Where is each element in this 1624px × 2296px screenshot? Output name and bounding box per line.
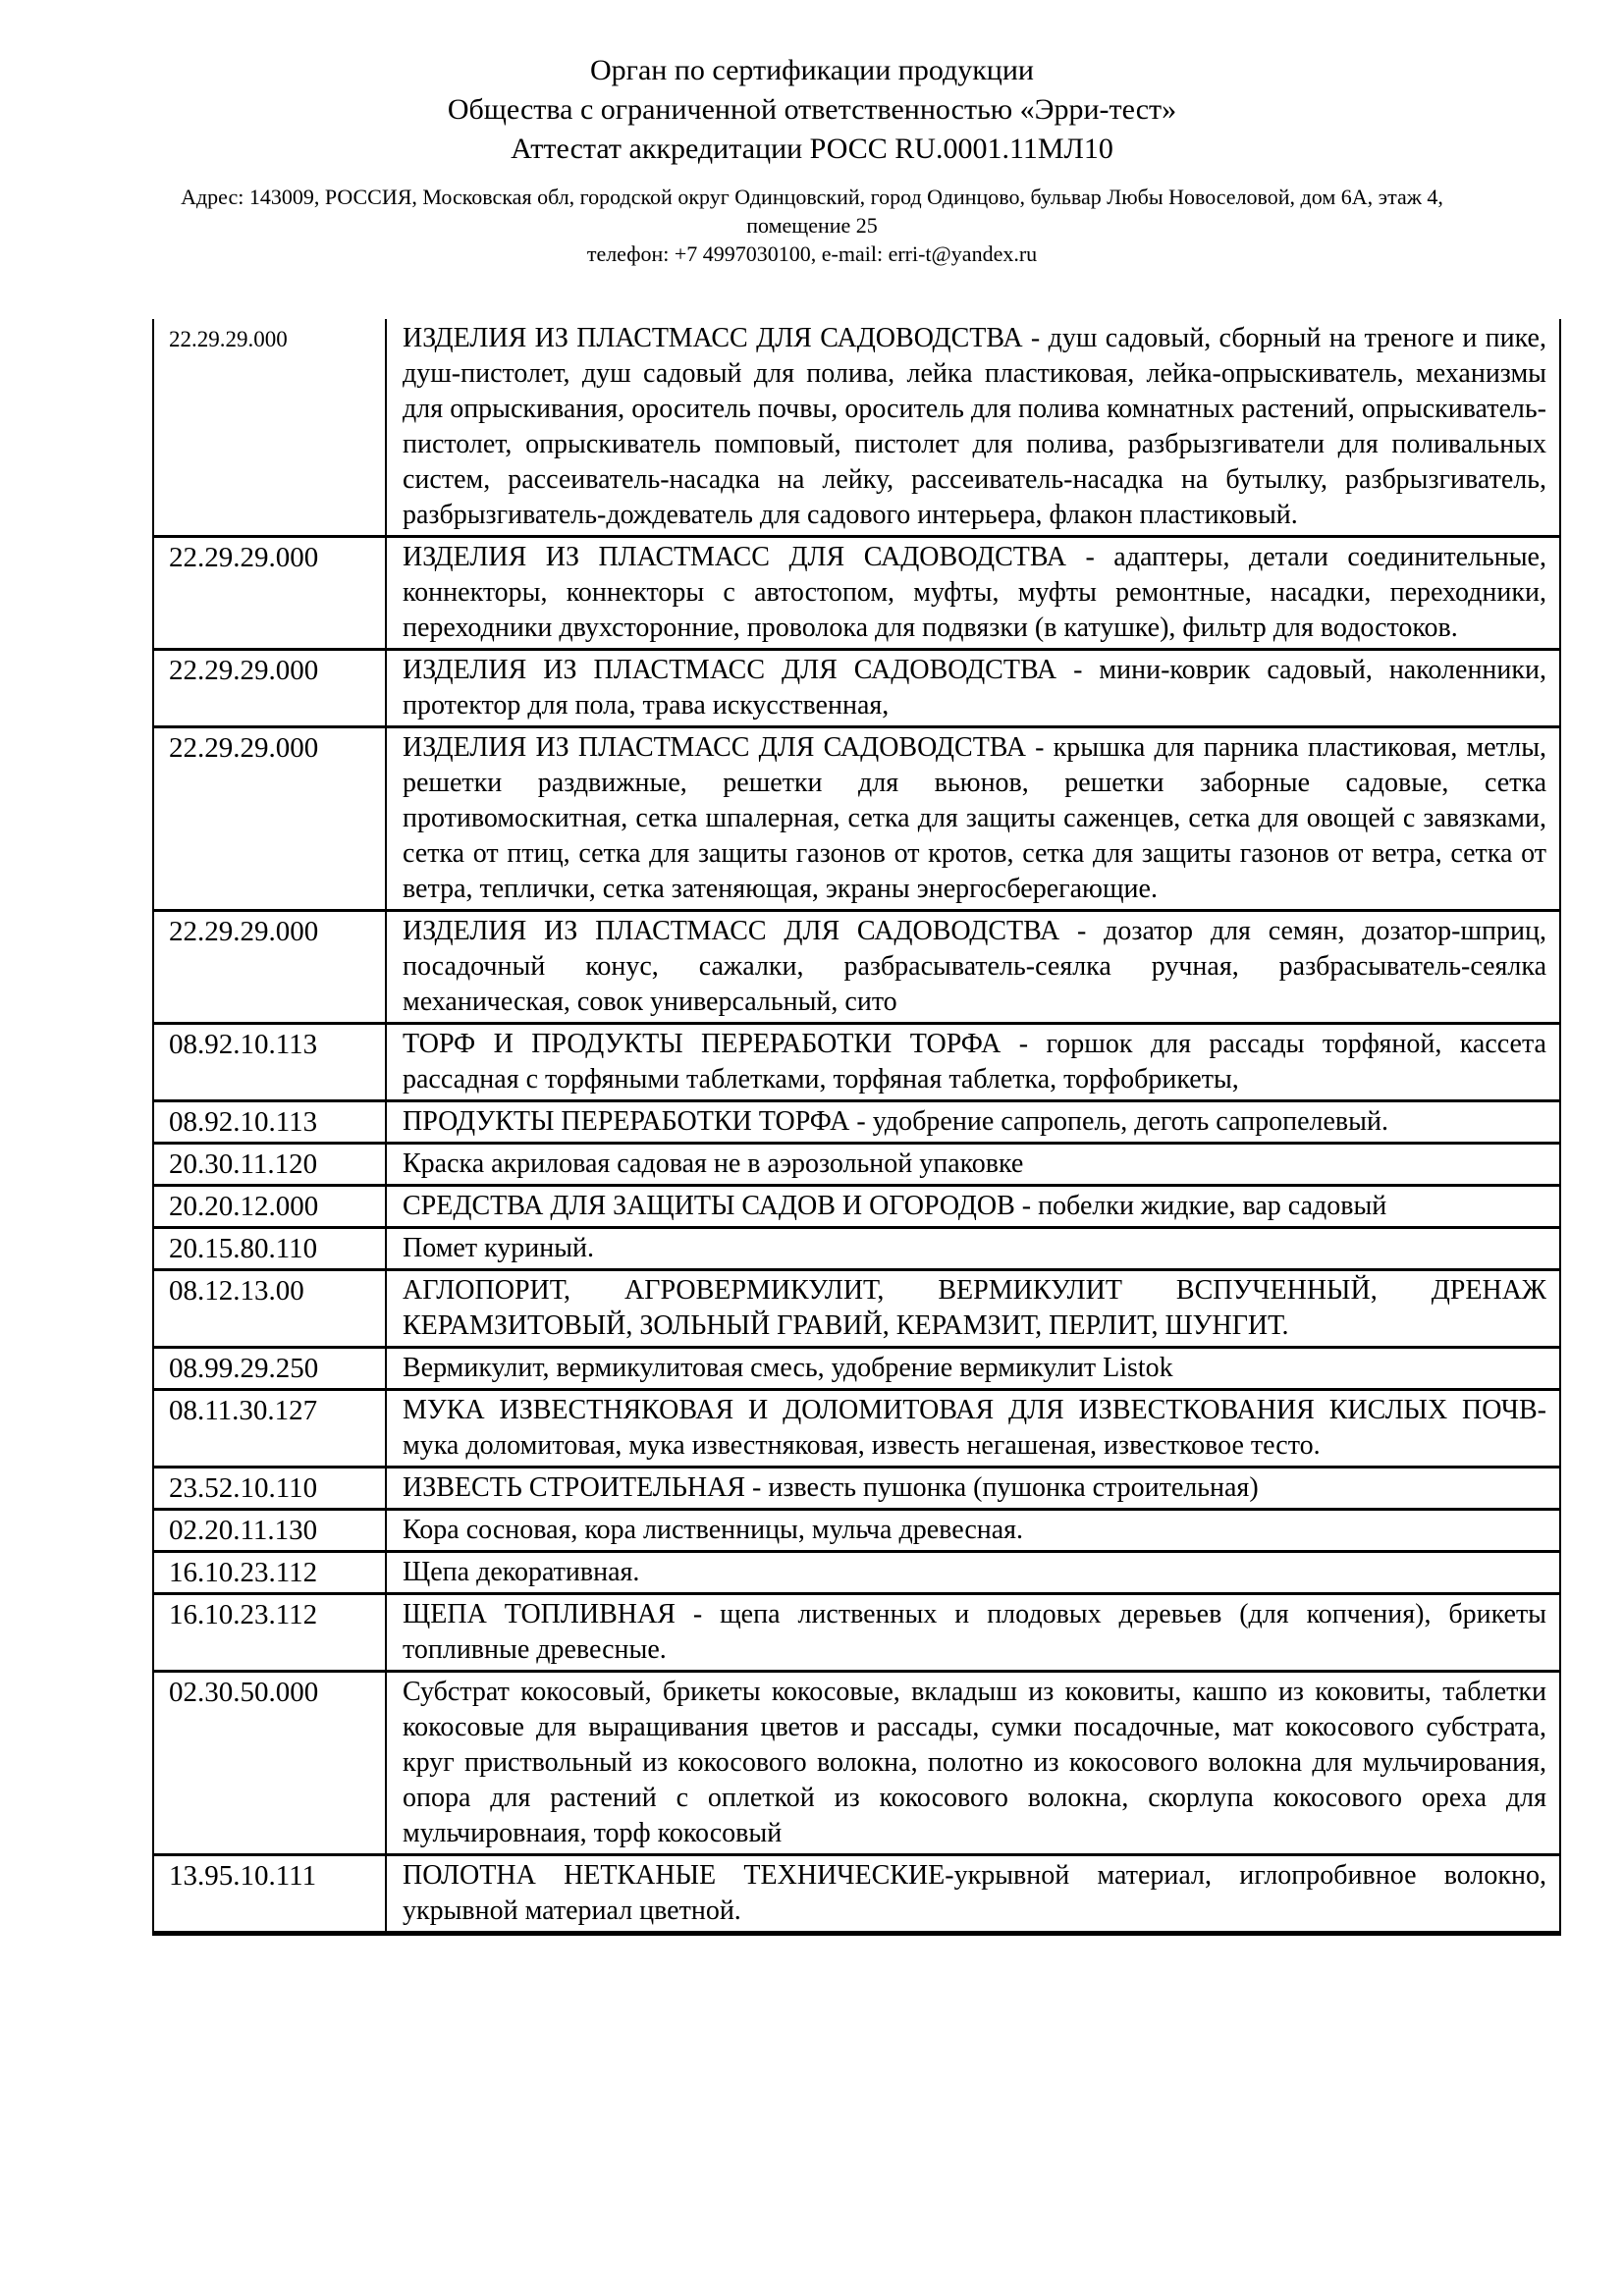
table-row (153, 1270, 1560, 1348)
row-code: 22.29.29.000 (153, 537, 386, 650)
certification-body-title: Орган по сертификации продукции (590, 54, 1034, 86)
table-row (153, 911, 1560, 1024)
table-row (153, 1390, 1560, 1468)
row-description: ПРОДУКТЫ ПЕРЕРАБОТКИ ТОРФА - удобрение сапропель, деготь сапропелевый. (403, 1106, 1388, 1137)
row-description: Субстрат кокосовый, брикеты кокосовые, вкладыш из коковиты, кашпо из коковиты, таблетки кокосовые для выращивания цветов и рассады, сумки посадочные, мат кокосового субстрата, круг приствольный из кокосового волокна, полотно из кокосового волокна для мульчирования, опора для растений с оплеткой из кокосового волокна, скорлупа кокосового ореха для мульчировнаия, торф кокосовый (403, 1677, 1546, 1848)
row-code: 13.95.10.111 (153, 1855, 386, 1934)
row-code: 08.99.29.250 (153, 1348, 386, 1390)
table-row (153, 1468, 1560, 1510)
row-code: 08.92.10.113 (153, 1101, 386, 1144)
address-line-1: Адрес: 143009, РОССИЯ, Московская обл, городской округ Одинцовский, город Одинцово, бульвар Любы Новоселовой, дом 6А, этаж 4, (181, 185, 1443, 209)
table-row (153, 1348, 1560, 1390)
row-code: 23.52.10.110 (153, 1468, 386, 1510)
row-code: 08.92.10.113 (153, 1024, 386, 1101)
row-description: Вермикулит, вермикулитовая смесь, удобрение вермикулит Listok (403, 1353, 1173, 1383)
table-row (153, 1552, 1560, 1594)
table-row (153, 1024, 1560, 1101)
row-description: Краска акриловая садовая не в аэрозольной упаковке (403, 1148, 1024, 1179)
table-row (153, 537, 1560, 650)
organization-contact: телефон: +7 4997030100, e-mail: erri-t@yandex.ru (586, 241, 1038, 266)
table-row (153, 1510, 1560, 1552)
table-row (153, 1855, 1560, 1934)
accreditation-certificate: Аттестат аккредитации РОСС RU.0001.11МЛ10 (511, 133, 1113, 165)
row-description: ЩЕПА ТОПЛИВНАЯ - щепа лиственных и плодовых деревьев (для копчения), брикеты топливные древесные. (403, 1599, 1546, 1665)
product-codes-table (152, 319, 1561, 1936)
table-row (153, 1186, 1560, 1228)
row-description: ИЗВЕСТЬ СТРОИТЕЛЬНАЯ - известь пушонка (пушонка строительная) (403, 1472, 1259, 1503)
table-row (153, 1228, 1560, 1270)
row-description: Щепа декоративная. (403, 1557, 640, 1587)
row-description: ИЗДЕЛИЯ ИЗ ПЛАСТМАСС ДЛЯ САДОВОДСТВА - душ садовый, сборный на треноге и пике, душ-пистолет, душ садовый для полива, лейка пластиковая, лейка-опрыскиватель, механизмы для опрыскивания, ороситель почвы, ороситель для полива комнатных растений, опрыскиватель-пистолет, опрыскиватель помповый, пистолет для полива, разбрызгиватели для поливальных систем, рассеиватель-насадка на лейку, рассеиватель-насадка на бутылку, разбрызгиватель, разбрызгиватель-дождеватель для садового интерьера, флакон пластиковый. (403, 323, 1546, 530)
row-description: ТОРФ И ПРОДУКТЫ ПЕРЕРАБОТКИ ТОРФА - горшок для рассады торфяной, кассета рассадная с торфяными таблетками, торфяная таблетка, торфобрикеты, (403, 1029, 1546, 1095)
address-line-2: помещение 25 (746, 213, 878, 238)
row-description: СРЕДСТВА ДЛЯ ЗАЩИТЫ САДОВ И ОГОРОДОВ - побелки жидкие, вар садовый (403, 1191, 1387, 1221)
table-row (153, 1101, 1560, 1144)
row-code: 16.10.23.112 (153, 1594, 386, 1672)
row-description: ИЗДЕЛИЯ ИЗ ПЛАСТМАСС ДЛЯ САДОВОДСТВА - мини-коврик садовый, наколенники, протектор для пола, трава искусственная, (403, 655, 1546, 721)
organization-name: Общества с ограниченной ответственностью «Эрри-тест» (447, 93, 1177, 126)
row-code: 20.15.80.110 (153, 1228, 386, 1270)
row-description: МУКА ИЗВЕСТНЯКОВАЯ И ДОЛОМИТОВАЯ ДЛЯ ИЗВЕСТКОВАНИЯ КИСЛЫХ ПОЧВ-мука доломитовая, мука известняковая, известь негашеная, известковое тесто. (403, 1395, 1546, 1461)
row-code: 08.11.30.127 (153, 1390, 386, 1468)
row-code: 08.12.13.00 (153, 1270, 386, 1348)
row-description: ИЗДЕЛИЯ ИЗ ПЛАСТМАСС ДЛЯ САДОВОДСТВА - дозатор для семян, дозатор-шприц, посадочный конус, сажалки, разбрасыватель-сеялка ручная, разбрасыватель-сеялка механическая, совок универсальный, сито (403, 916, 1546, 1017)
table-row (153, 650, 1560, 727)
row-description: Кора сосновая, кора лиственницы, мульча древесная. (403, 1515, 1024, 1545)
row-description: АГЛОПОРИТ, АГРОВЕРМИКУЛИТ, ВЕРМИКУЛИТ ВСПУЧЕННЫЙ, ДРЕНАЖ КЕРАМЗИТОВЫЙ, ЗОЛЬНЫЙ ГРАВИЙ, КЕРАМЗИТ, ПЕРЛИТ, ШУНГИТ. (403, 1275, 1546, 1341)
table-row (153, 1594, 1560, 1672)
row-code: 22.29.29.000 (153, 911, 386, 1024)
table-row (153, 319, 1560, 537)
row-code: 22.29.29.000 (153, 319, 386, 537)
row-description: ПОЛОТНА НЕТКАНЫЕ ТЕХНИЧЕСКИЕ-укрывной материал, иглопробивное волокно, укрывной материал цветной. (403, 1860, 1546, 1926)
row-code: 22.29.29.000 (153, 727, 386, 911)
row-description: ИЗДЕЛИЯ ИЗ ПЛАСТМАСС ДЛЯ САДОВОДСТВА - адаптеры, детали соединительные, коннекторы, коннекторы с автостопом, муфты, муфты ремонтные, насадки, переходники, переходники двухсторонние, проволока для подвязки (в катушке), фильтр для водостоков. (403, 542, 1546, 643)
product-table-body (153, 319, 1560, 1934)
row-code: 20.20.12.000 (153, 1186, 386, 1228)
table-row (153, 1144, 1560, 1186)
table-row (153, 727, 1560, 911)
row-code: 16.10.23.112 (153, 1552, 386, 1594)
table-row (153, 1672, 1560, 1855)
organization-address (0, 183, 1624, 240)
row-code: 02.20.11.130 (153, 1510, 386, 1552)
row-code: 22.29.29.000 (153, 650, 386, 727)
document-header (0, 0, 1624, 268)
row-code: 02.30.50.000 (153, 1672, 386, 1855)
row-code: 20.30.11.120 (153, 1144, 386, 1186)
row-description: Помет куриный. (403, 1233, 595, 1263)
row-description: ИЗДЕЛИЯ ИЗ ПЛАСТМАСС ДЛЯ САДОВОДСТВА - крышка для парника пластиковая, метлы, решетки раздвижные, решетки для вьюнов, решетки заборные садовые, сетка противомоскитная, сетка шпалерная, сетка для защиты саженцев, сетка для овощей с завязками, сетка от птиц, сетка для защиты газонов от кротов, сетка для защиты газонов от ветра, сетка от ветра, теплички, сетка затеняющая, экраны энергосберегающие. (403, 732, 1546, 904)
